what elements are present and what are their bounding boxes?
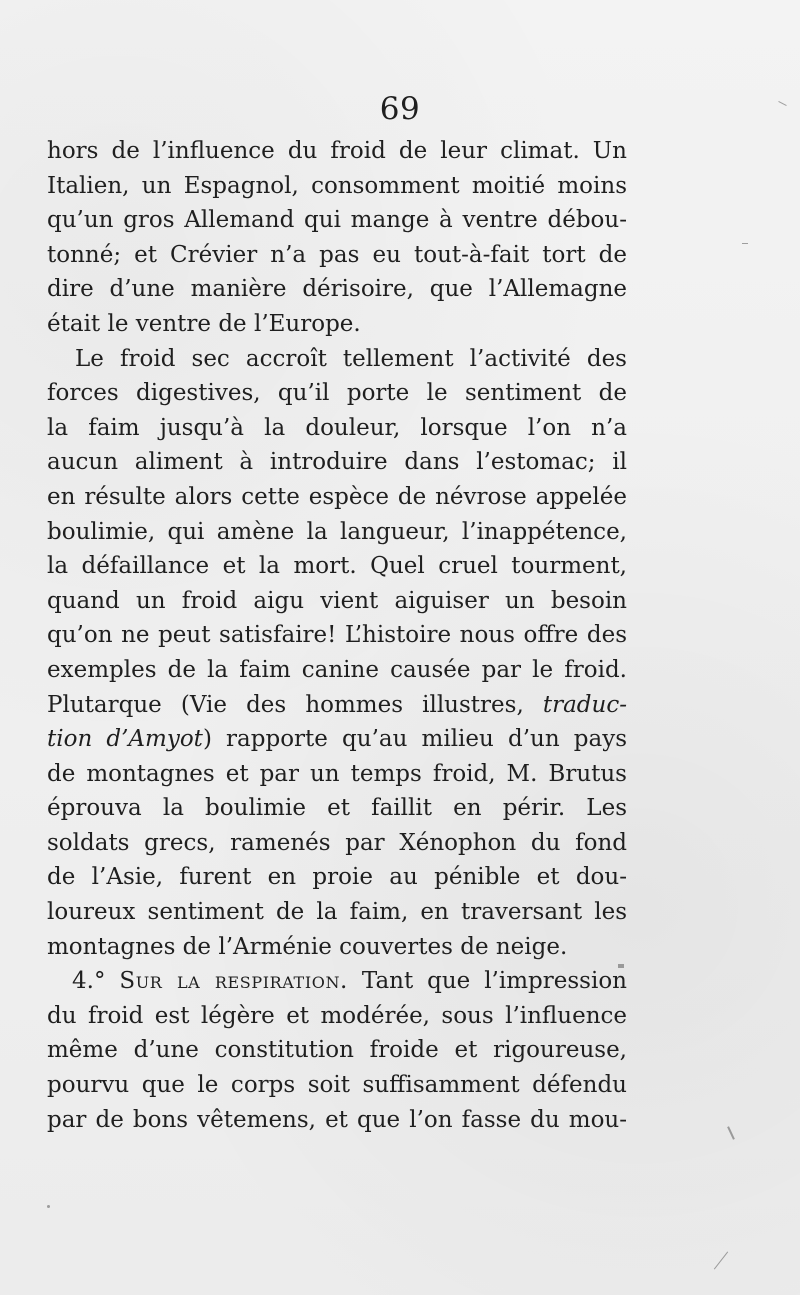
text-line (47, 688, 627, 723)
text-line: tonné; et Crévier n’a pas eu tout-à-fait tort de (47, 241, 627, 268)
text-line: aucun aliment à introduire dans l’estomac; il (47, 449, 627, 476)
section-heading: Sur la respiration. (119, 968, 348, 995)
text-line: la défaillance et la mort. Quel cruel tourment, (47, 553, 627, 580)
italic-text-run: tion d’Amyot (47, 726, 203, 753)
text-line: même d’une constitution froide et rigoureuse, (47, 1037, 627, 1064)
scan-speck (714, 1252, 728, 1270)
text-line: exemples de la faim canine causée par le froid. (47, 656, 627, 683)
text-line: forces digestives, qu’il porte le sentiment de (47, 380, 627, 407)
section-number: 4.° (72, 968, 120, 995)
scan-speck (618, 964, 624, 968)
text-line: éprouva la boulimie et faillit en périr. Les (47, 795, 627, 822)
text-line: Italien, un Espagnol, consomment moitié moins (47, 172, 627, 199)
text-run: Plutarque (Vie des hommes illustres, (47, 691, 543, 718)
page-number: 69 (379, 91, 421, 127)
text-line: montagnes de l’Arménie couvertes de neige. (47, 933, 568, 960)
text-line: par de bons vêtemens, et que l’on fasse du mou- (47, 1106, 627, 1133)
text-line: loureux sentiment de la faim, en traversant les (47, 899, 627, 926)
scan-speck (727, 1126, 735, 1140)
text-line: dire d’une manière dérisoire, que l’Allemagne (47, 276, 627, 303)
text-line: qu’on ne peut satisfaire! L’histoire nous offre des (47, 622, 627, 649)
scan-speck (47, 1205, 50, 1208)
text-line: du froid est légère et modérée, sous l’influence (47, 1002, 627, 1029)
text-line: qu’un gros Allemand qui mange à ventre débou- (47, 207, 627, 234)
text-line: de l’Asie, furent en proie au pénible et dou- (47, 864, 627, 891)
text-line: quand un froid aigu vient aiguiser un besoin (47, 587, 627, 614)
text-line: soldats grecs, ramenés par Xénophon du fond (47, 829, 627, 856)
text-line: de montagnes et par un temps froid, M. Brutus (47, 760, 627, 787)
body-text (47, 134, 627, 1137)
scan-speck (742, 243, 748, 244)
text-run: ) rapporte qu’au milieu d’un pays (202, 726, 627, 753)
text-line: était le ventre de l’Europe. (47, 310, 361, 337)
text-line (47, 964, 627, 999)
text-line: la faim jusqu’à la douleur, lorsque l’on n’a (47, 414, 627, 441)
text-line: en résulte alors cette espèce de névrose appelée (47, 483, 627, 510)
text-line (47, 722, 627, 757)
text-line: pourvu que le corps soit suffisamment défendu (47, 1072, 627, 1099)
text-line: boulimie, qui amène la langueur, l’inappétence, (47, 518, 627, 545)
text-line: hors de l’influence du froid de leur climat. Un (47, 138, 627, 164)
italic-text-run: traduc- (542, 691, 627, 718)
text-line: Le froid sec accroît tellement l’activité des (75, 345, 627, 372)
text-run: Tant que l’impression (347, 968, 627, 995)
